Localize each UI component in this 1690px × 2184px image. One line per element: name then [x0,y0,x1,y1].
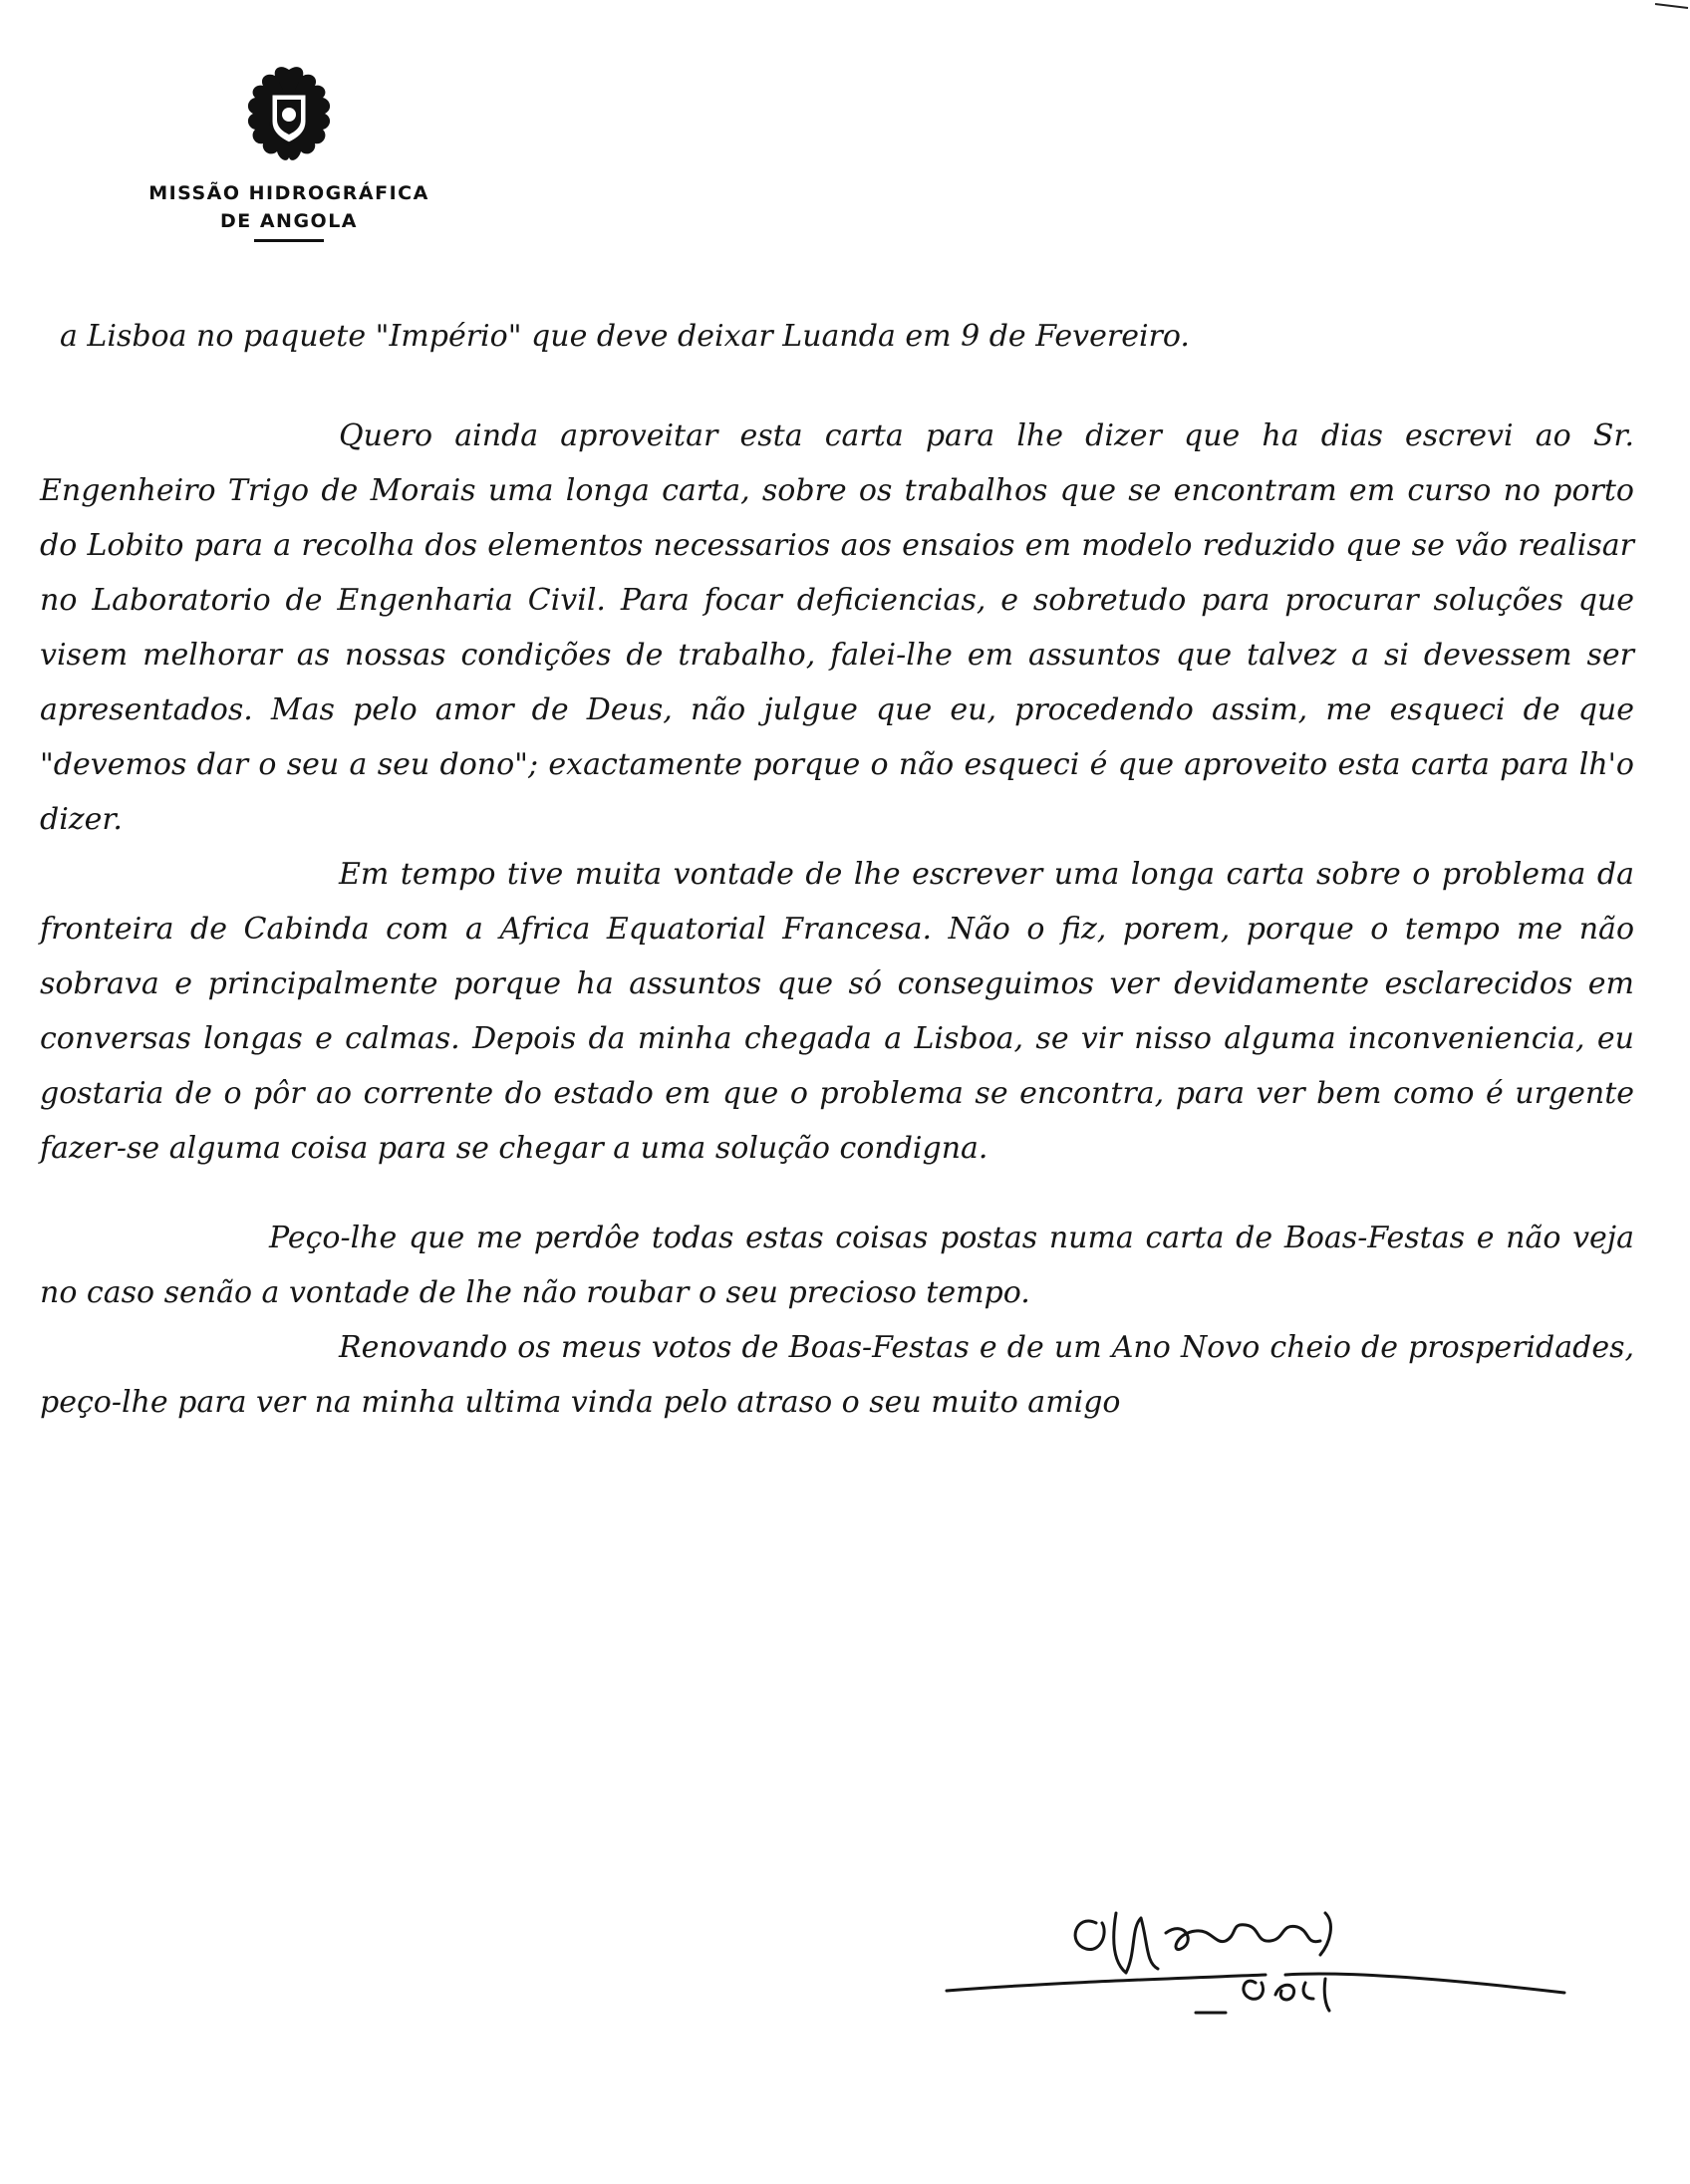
scan-edge-mark [1650,0,1690,20]
coat-of-arms-emblem-icon [229,60,349,169]
letterhead-rule [254,239,324,242]
signature-block [927,1883,1584,2033]
paragraph-apology: Peço-lhe que me perdôe todas estas coisas postas numa carta de Boas-Festas e não veja no caso senão a vontade de lhe não roubar o seu precioso tempo. [40,1221,1634,1310]
letterhead-title: MISSÃO HIDROGRÁFICA [148,182,429,204]
letterhead [100,60,478,242]
handwritten-signature-icon [927,1883,1584,2033]
paragraph-closing: Renovando os meus votos de Boas-Festas e de um Ano Novo cheio de prosperidades, peço-lhe para ver na minha ultima vinda pelo atraso o seu muito amigo [40,1330,1634,1420]
letterhead-subtitle: DE ANGOLA [219,210,359,232]
letter-body [40,309,1634,1430]
paragraph-cabinda: Em tempo tive muita vontade de lhe escrever uma longa carta sobre o problema da fronteira de Cabinda com a Africa Equatorial Francesa. Não o fiz, porem, porque o tempo me não sobrava e principalmente porque ha assuntos que só conseguimos ver devidamente esclarecidos em conversas longas e calmas. Depois da minha chegada a Lisboa, se vir nisso alguma inconveniencia, eu gostaria de o pôr ao corrente do estado em que o problema se encontra, para ver bem como é urgente fazer-se alguma coisa para se chegar a uma solução condigna. [40,857,1634,1166]
paragraph-lobito: Quero ainda aproveitar esta carta para lhe dizer que ha dias escrevi ao Sr. Engenheiro Trigo de Morais uma longa carta, sobre os trabalhos que se encontram em curso no porto do Lobito para a recolha dos elementos necessarios aos ensaios em modelo reduzido que se vão realisar no Laboratorio de Engenharia Civil. Para focar deficiencias, e sobretudo para procurar soluções que visem melhorar as nossas condições de trabalho, falei-lhe em assuntos que talvez a si devessem ser apresentados. Mas pelo amor de Deus, não julgue que eu, procedendo assim, me esqueci de que "devemos dar o seu a seu dono"; exactamente porque o não esqueci é que aproveito esta carta para lh'o dizer. [40,418,1634,837]
opening-line: a Lisboa no paquete "Império" que deve deixar Luanda em 9 de Fevereiro. [60,319,1190,354]
